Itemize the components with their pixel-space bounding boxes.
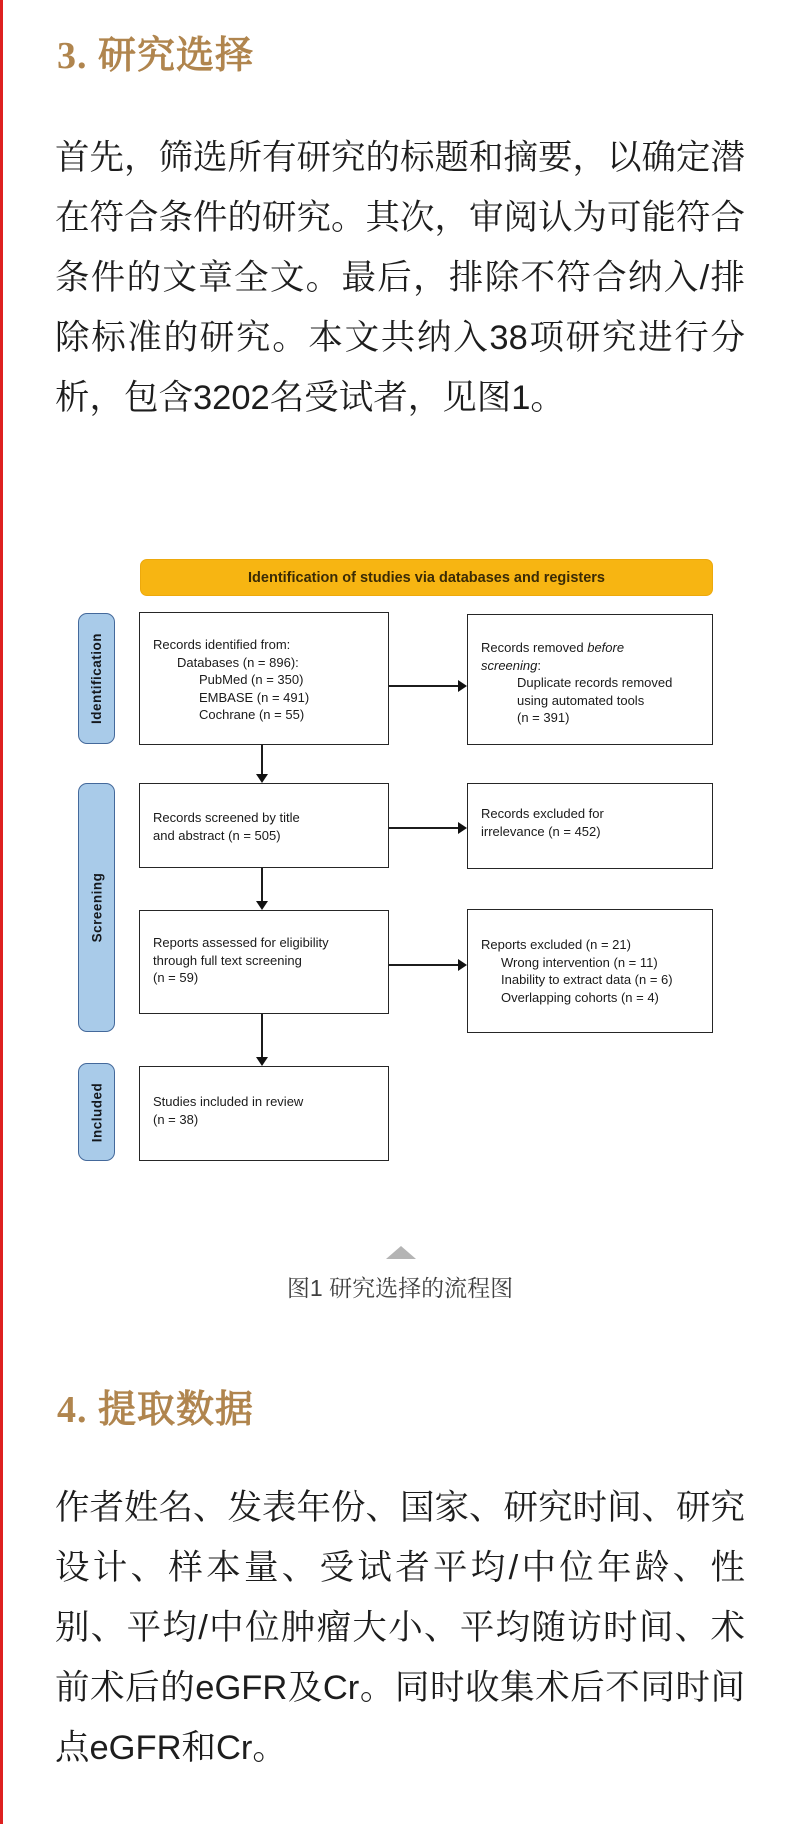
box-line: Records excluded for: [481, 806, 604, 821]
stage-label-identification-text: Identification: [89, 633, 104, 724]
arrow-right-icon: [389, 822, 467, 834]
stage-label-included-text: Included: [89, 1082, 105, 1142]
box-line: Inability to extract data (n = 6): [501, 972, 673, 987]
box-line: PubMed (n = 350): [199, 672, 304, 687]
box-line: Wrong intervention (n = 11): [501, 954, 658, 970]
box-line: Records removed before: [481, 640, 625, 655]
box-line: Overlapping cohorts (n = 4): [501, 989, 659, 1005]
box-line: Duplicate records removed: [517, 675, 673, 690]
box-line: screening:: [481, 657, 541, 673]
box-records-screened: [139, 783, 389, 868]
box-line: Reports excluded (n = 21): [481, 937, 631, 952]
arrow-down-icon: [256, 868, 268, 910]
box-records-removed: [467, 614, 713, 745]
box-records-excluded: [467, 783, 713, 869]
box-line: using automated tools: [517, 692, 645, 708]
box-line: and abstract (n = 505): [153, 827, 281, 843]
arrow-right-icon: [389, 959, 467, 971]
section-3-paragraph: 首先，筛选所有研究的标题和摘要，以确定潜在符合条件的研究。其次，审阅认为可能符合条件的文章全文。最后，排除不符合纳入/排除标准的研究。本文共纳入38项研究进行分析，包含3202名受试者，见图1。: [55, 139, 745, 417]
box-line: through full text screening: [153, 952, 302, 968]
box-line: (n = 59): [153, 970, 199, 985]
stage-label-screening: [78, 783, 115, 1032]
box-line: (n = 391): [517, 710, 570, 725]
stage-label-screening-text: Screening: [89, 872, 104, 943]
box-line: (n = 38): [153, 1111, 199, 1127]
box-line: EMBASE (n = 491): [199, 689, 310, 705]
box-line: irrelevance (n = 452): [481, 823, 601, 839]
box-line: Records screened by title: [153, 810, 300, 825]
box-reports-assessed: [139, 910, 389, 1014]
collapse-triangle-icon: [386, 1246, 416, 1259]
arrow-down-icon: [256, 1014, 268, 1066]
section-4-heading: 4. 提取数据: [57, 1389, 255, 1431]
figure-caption: 图1 研究选择的流程图: [286, 1275, 514, 1301]
figure-banner-title: Identification of studies via databases and registers: [140, 559, 713, 596]
arrow-down-icon: [256, 745, 268, 783]
box-records-identified: [139, 612, 389, 745]
box-line: Reports assessed for eligibility: [153, 935, 329, 950]
box-line: Databases (n = 896):: [177, 654, 299, 670]
box-line: Records identified from:: [153, 637, 291, 652]
box-line: Cochrane (n = 55): [199, 707, 305, 722]
section-4-paragraph: 作者姓名、发表年份、国家、研究时间、研究设计、样本量、受试者平均/中位年龄、性别、平均/中位肿瘤大小、平均随访时间、术前术后的eGFR及Cr。同时收集术后不同时间点eGFR和Cr。: [55, 1489, 745, 1767]
box-reports-excluded: [467, 909, 713, 1033]
box-line: Studies included in review: [153, 1094, 304, 1109]
stage-label-identification: [78, 613, 115, 744]
stage-label-included: [78, 1063, 115, 1161]
arrow-right-icon: [389, 680, 467, 692]
section-3-heading: 3. 研究选择: [57, 35, 255, 77]
box-studies-included: [139, 1066, 389, 1161]
